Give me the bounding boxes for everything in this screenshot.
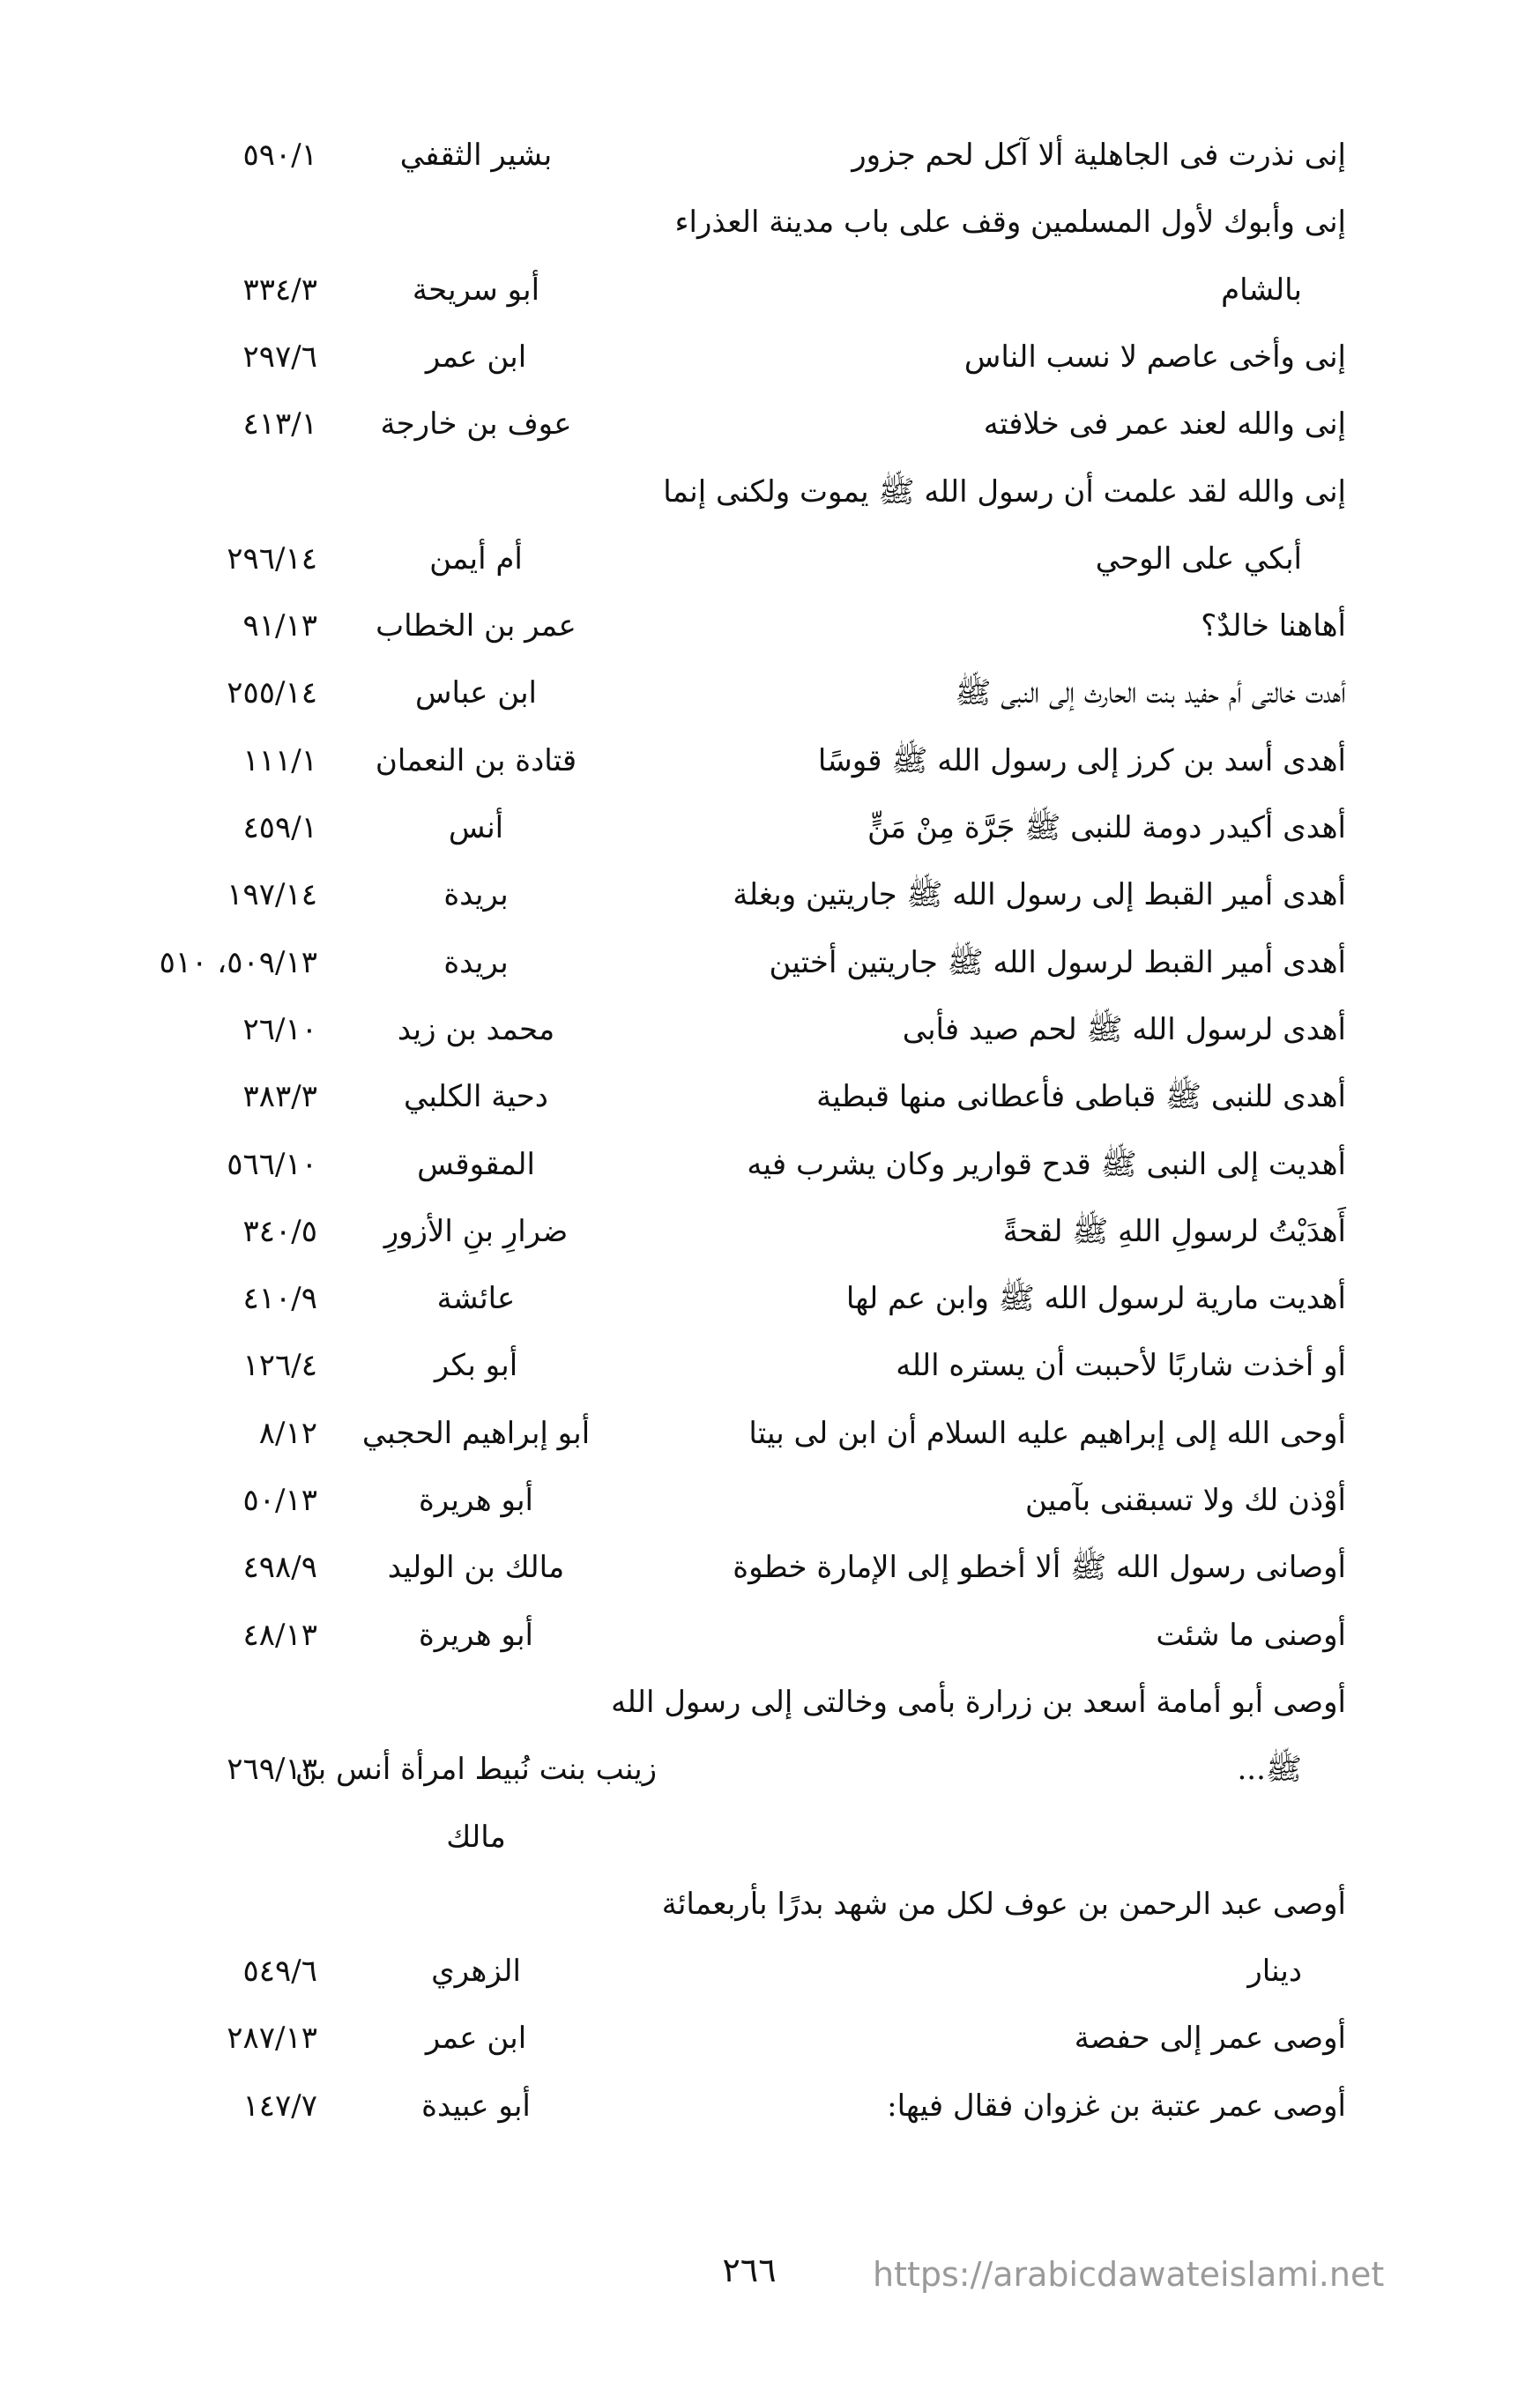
entry-narrator: ابن عمر <box>425 339 527 375</box>
index-entry-row <box>0 1332 1540 1399</box>
entry-reference: ١٢٦/٤ <box>242 1348 317 1384</box>
entry-reference: ٣٨٣/٣ <box>242 1079 317 1115</box>
index-entry-row <box>0 1938 1540 2005</box>
entry-reference: ١٩٧/١٤ <box>227 877 317 913</box>
entry-narrator: بشير الثقفي <box>399 138 553 173</box>
index-entry-row <box>0 1669 1540 1736</box>
entry-narrator: أبو هريرة <box>418 1617 533 1653</box>
entry-narrator: أبو سريحة <box>412 272 540 308</box>
watermark-url: https://arabicdawateislami.net <box>873 2255 1385 2294</box>
entry-reference: ٢٦/١٠ <box>242 1011 317 1047</box>
entry-narrator: أبو عبيدة <box>421 2088 531 2124</box>
entry-reference: ٩١/١٣ <box>242 608 317 644</box>
index-entry-row <box>0 1400 1540 1467</box>
entry-narrator: بريدة <box>443 877 509 913</box>
page-number: ٢٦٦ <box>722 2251 777 2289</box>
entry-text: أهاهنا خالدٌ؟ <box>1201 608 1346 644</box>
entry-narrator: أبو إبراهيم الحجبي <box>361 1415 591 1451</box>
entry-narrator: بريدة <box>443 944 509 980</box>
entry-reference: ٥٩٠/١ <box>242 138 317 173</box>
entry-narrator: قتادة بن النعمان <box>375 742 577 778</box>
entry-text: إنى والله لقد علمت أن رسول الله ﷺ يموت ولكنى إنما <box>663 473 1346 510</box>
entry-text: أوصى أبو أمامة أسعد بن زرارة بأمى وخالتى إلى رسول الله <box>611 1684 1346 1720</box>
entry-reference: ٤١٠/٩ <box>242 1281 317 1317</box>
entry-text: أوصى عبد الرحمن بن عوف لكل من شهد بدرًا بأربعمائة <box>661 1886 1346 1922</box>
entry-text: إنى وأبوك لأول المسلمين وقف على باب مدينة العذراء <box>674 205 1346 241</box>
entry-text: أهديت مارية لرسول الله ﷺ وابن عم لها <box>845 1281 1346 1317</box>
index-entry-row <box>0 659 1540 726</box>
entry-text: أهدى لرسول الله ﷺ لحم صيد فأبى <box>902 1011 1346 1047</box>
entry-text: إنى نذرت فى الجاهلية ألا آكل لحم جزور <box>852 138 1346 173</box>
entry-reference: ٤٥٩/١ <box>242 810 317 845</box>
entry-text: أوصى عمر عتبة بن غزوان فقال فيها: <box>887 2088 1346 2124</box>
entry-text: أهدى للنبى ﷺ قباطى فأعطانى منها قبطية <box>816 1079 1346 1115</box>
index-entry-row <box>0 1063 1540 1130</box>
index-entry-row <box>0 391 1540 458</box>
index-entry-row <box>0 189 1540 256</box>
entry-narrator: عائشة <box>436 1281 516 1317</box>
entry-reference: ٢٨٧/١٣ <box>227 2021 317 2057</box>
entry-text: إنى وأخى عاصم لا نسب الناس <box>963 339 1346 375</box>
index-entry-row <box>0 257 1540 324</box>
entry-reference: ٥٠٩/١٣، ٥١٠ <box>159 944 317 980</box>
entry-text: أهدى أمير القبط إلى رسول الله ﷺ جاريتين وبغلة <box>733 877 1346 913</box>
index-entry-row <box>0 1871 1540 1938</box>
entry-text: أَهدَيْتُ لرسولِ اللهِ ﷺ لقحةً <box>1002 1213 1346 1249</box>
entry-text: أو أخذت شاربًا لأحببت أن يستره الله <box>896 1348 1346 1384</box>
entry-text: دينار <box>1247 1954 1302 1990</box>
entry-text: أبكي على الوحي <box>1095 540 1302 577</box>
index-entry-row <box>0 592 1540 659</box>
entry-narrator: مالك <box>446 1819 506 1855</box>
entry-text: أهديت إلى النبى ﷺ قدح قوارير وكان يشرب فيه <box>747 1146 1346 1182</box>
index-entry-row <box>0 794 1540 861</box>
entry-text: أهدت خالتى أم حفيد بنت الحارث إلى النبى ﷺ <box>955 675 1346 711</box>
index-entry-row <box>0 122 1540 189</box>
index-entry-row <box>0 1534 1540 1601</box>
index-entry-row <box>0 861 1540 928</box>
index-entry-row <box>0 2005 1540 2072</box>
index-entry-row <box>0 1198 1540 1265</box>
entry-text: ﷺ... <box>1237 1752 1302 1788</box>
index-entry-row <box>0 727 1540 794</box>
entry-reference: ٢٦٩/١٣ <box>227 1752 317 1788</box>
entry-text: أوْذن لك ولا تسبقنى بآمين <box>1024 1483 1346 1518</box>
entry-reference: ٥٦٦/١٠ <box>227 1146 317 1182</box>
entry-narrator: ضرارِ بنِ الأزورِ <box>383 1213 569 1249</box>
entry-narrator: المقوقس <box>417 1146 535 1182</box>
index-entry-row <box>0 996 1540 1063</box>
entry-reference: ١١١/١ <box>242 742 317 778</box>
entry-narrator: مالك بن الوليد <box>387 1550 565 1586</box>
entry-text: أوحى الله إلى إبراهيم عليه السلام أن ابن لى بيتا <box>748 1415 1346 1451</box>
entry-reference: ٢٩٦/١٤ <box>227 540 317 577</box>
index-entry-row <box>0 525 1540 592</box>
entry-narrator: عمر بن الخطاب <box>376 608 577 644</box>
entry-narrator: محمد بن زيد <box>397 1011 555 1047</box>
entry-reference: ٤٨/١٣ <box>242 1617 317 1653</box>
entry-text: أوصانى رسول الله ﷺ ألا أخطو إلى الإمارة خطوة <box>733 1550 1346 1586</box>
entry-narrator: ابن عباس <box>414 675 537 711</box>
index-entry-row <box>0 458 1540 525</box>
index-entry-row <box>0 1804 1540 1871</box>
index-entry-row <box>0 1736 1540 1803</box>
entry-reference: ٣٤٠/٥ <box>242 1213 317 1249</box>
entry-text: أهدى أمير القبط لرسول الله ﷺ جاريتين أختين <box>769 944 1346 980</box>
entry-narrator: أبو بكر <box>434 1348 518 1384</box>
index-entry-row <box>0 2073 1540 2140</box>
entry-narrator: الزهري <box>431 1954 521 1990</box>
index-entry-row <box>0 1602 1540 1669</box>
entry-text: أوصنى ما شئت <box>1156 1617 1346 1653</box>
entry-narrator: زينب بنت نُبيط امرأة أنس بن <box>294 1752 658 1788</box>
entry-text: بالشام <box>1221 272 1302 308</box>
entry-narrator: أم أيمن <box>429 540 523 577</box>
entry-reference: ٤١٣/١ <box>242 406 317 443</box>
entry-text: إنى والله لعند عمر فى خلافته <box>983 406 1346 443</box>
entry-text: أهدى أكيدر دومة للنبى ﷺ جَرَّة مِنْ مَنٍّ <box>867 810 1346 845</box>
entry-reference: ٨/١٢ <box>258 1415 317 1451</box>
entry-text: أهدى أسد بن كرز إلى رسول الله ﷺ قوسًا <box>817 742 1346 778</box>
entry-narrator: عوف بن خارجة <box>380 406 572 443</box>
entry-reference: ٥٤٩/٦ <box>242 1954 317 1990</box>
index-entry-row <box>0 929 1540 996</box>
entry-text: أوصى عمر إلى حفصة <box>1074 2021 1346 2057</box>
entry-reference: ٣٣٤/٣ <box>242 272 317 308</box>
entry-reference: ٤٩٨/٩ <box>242 1550 317 1586</box>
entry-reference: ١٤٧/٧ <box>242 2088 317 2124</box>
entry-reference: ٥٠/١٣ <box>242 1483 317 1518</box>
entry-reference: ٢٥٥/١٤ <box>227 675 317 711</box>
index-entry-row <box>0 1467 1540 1534</box>
entry-narrator: ابن عمر <box>425 2021 527 2057</box>
entry-narrator: أبو هريرة <box>418 1483 533 1518</box>
index-entry-row <box>0 1265 1540 1332</box>
index-entry-row <box>0 324 1540 391</box>
entry-reference: ٢٩٧/٦ <box>242 339 317 375</box>
entry-narrator: أنس <box>448 810 504 845</box>
entry-narrator: دحية الكلبي <box>404 1079 548 1115</box>
index-entry-row <box>0 1131 1540 1198</box>
